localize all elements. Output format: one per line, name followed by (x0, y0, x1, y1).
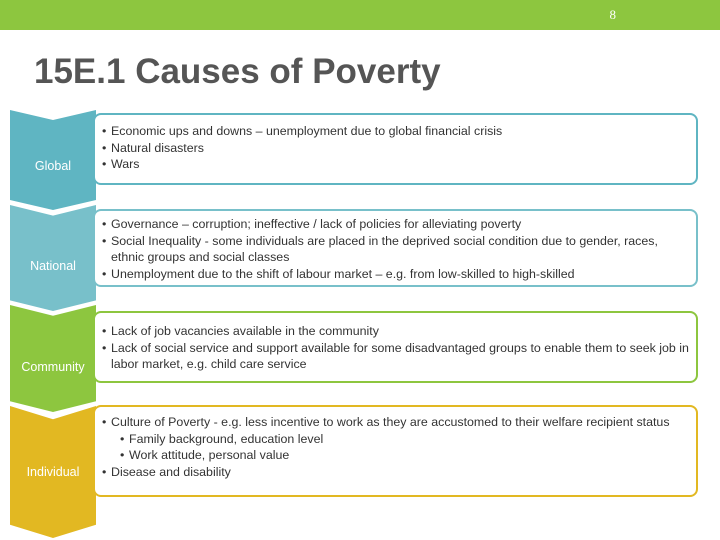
individual-label: Individual (26, 465, 80, 479)
list-item: • Family background, education level (102, 431, 690, 448)
list-item: • Wars (102, 156, 690, 173)
global-label: Global (34, 159, 72, 173)
community-causes-list (102, 323, 690, 373)
individual-causes-list (102, 414, 690, 480)
individual-causes-box (93, 405, 698, 497)
community-chevron (10, 305, 96, 412)
community-causes-box (93, 311, 698, 383)
list-item: • Lack of social service and support available for some disadvantaged groups to enable them to seek job in labor market, e.g. child care service (102, 340, 690, 373)
top-banner (0, 0, 720, 30)
community-label: Community (21, 360, 85, 374)
national-label: National (30, 259, 76, 273)
list-item: • Lack of job vacancies available in the community (102, 323, 690, 340)
list-item: • Natural disasters (102, 140, 690, 157)
slide-title: 15E.1 Causes of Poverty (34, 52, 441, 91)
global-causes-list (102, 123, 690, 173)
list-item: • Economic ups and downs – unemployment due to global financial crisis (102, 123, 690, 140)
list-item: • Disease and disability (102, 464, 690, 481)
page-number: 8 (609, 7, 616, 22)
national-chevron (10, 205, 96, 311)
list-item: • Culture of Poverty - e.g. less incentive to work as they are accustomed to their welfare recipient status (102, 414, 690, 431)
global-causes-box (93, 113, 698, 185)
national-causes-box (93, 209, 698, 287)
list-item: • Unemployment due to the shift of labour market – e.g. from low-skilled to high-skilled (102, 266, 690, 283)
list-item: • Work attitude, personal value (102, 447, 690, 464)
list-item: • Governance – corruption; ineffective / lack of policies for alleviating poverty (102, 216, 690, 233)
national-causes-list (102, 216, 690, 282)
list-item: • Social Inequality - some individuals are placed in the deprived social condition due to gender, races, ethnic groups and social classes (102, 233, 690, 266)
